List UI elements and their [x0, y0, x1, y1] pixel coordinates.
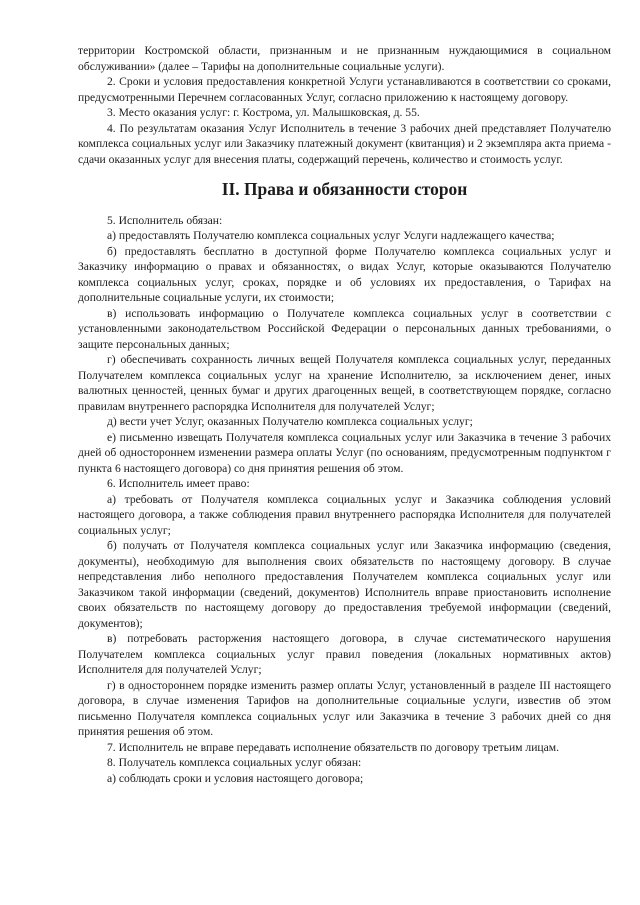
clause-8a: а) соблюдать сроки и условия настоящего договора; — [107, 771, 364, 785]
paragraph-tariffs-continuation: территории Костромской области, признанным и не признанным нуждающимися в социальном обслуживании» (далее – Тарифы на дополнительные социальные услуги). — [78, 44, 611, 73]
clause-5b: б) предоставлять бесплатно в доступной форме Получателю комплекса социальных услуг и Заказчику информацию о правах и обязанностях, о видах Услуг, которые оказываются Получателю комплекса социальных услуг, сроках, порядке и об условиях их предоставления, о Тарифах на дополнительные социальные услуги, их стоимости; — [78, 244, 611, 304]
section-title: II. Права и обязанности сторон — [221, 179, 468, 199]
paragraph-6-executor-rights: 6. Исполнитель имеет право: — [107, 477, 250, 490]
clause-6b: б) получать от Получателя комплекса социальных услуг или Заказчика информацию (сведения, документы), необходимую для выполнения своих обязательств по настоящему договору. В случае непредставления либо неполного предоставления Получателем комплекса социальных услуг или Заказчиком такой информации (сведений, документов) Исполнитель вправе приостановить исполнение своих обязательств по настоящему договору до предоставления требуемой информации (сведений, документов); — [78, 539, 611, 630]
clause-5g: г) обеспечивать сохранность личных вещей Получателя комплекса социальных услуг, переданных Получателем комплекса социальных услуг на хранение Исполнителю, за исключением денег, иных валютных ценностей, ценных бумаг и других драгоценных вещей, в соответствующем порядке, согласно правилам внутреннего распорядка Исполнителя для получателей Услуг; — [78, 353, 611, 413]
clause-6v: в) потребовать расторжения настоящего договора, в случае систематического нарушения Получателем комплекса социальных услуг правил поведения (локальных нормативных актов) Исполнителя для получателей Услуг; — [78, 632, 611, 676]
clause-6a: а) требовать от Получателя комплекса социальных услуг и Заказчика соблюдения условий настоящего договора, а также соблюдения правил внутреннего распорядка Исполнителя для получателей социальных услуг; — [78, 492, 611, 537]
paragraph-3-place: 3. Место оказания услуг: г. Кострома, ул. Малышковская, д. 55. — [107, 106, 420, 119]
paragraph-7-no-transfer: 7. Исполнитель не вправе передавать исполнение обязательств по договору третьим лицам. — [107, 740, 559, 754]
paragraph-5-executor-obliged: 5. Исполнитель обязан: — [107, 213, 223, 227]
clause-5v: в) использовать информацию о Получателе комплекса социальных услуг в соответствии с установленными законодательством Российской Федерации о персональных данных требованиями, о защите персональных данных; — [78, 306, 611, 351]
paragraph-4-payment-document: 4. По результатам оказания Услуг Исполнитель в течение 3 рабочих дней представляет Получателю комплекса социальных услуг или Заказчику платежный документ (квитанция) и 2 экземпляра акта приема - сдачи оказанных услуг для внесения платы, содержащий перечень, количество и стоимость услуг. — [78, 121, 611, 166]
clause-5a: а) предоставлять Получателю комплекса социальных услуг Услуги надлежащего качества; — [107, 229, 555, 242]
paragraph-2-terms: 2. Сроки и условия предоставления конкретной Услуги устанавливаются в соответствии со сроками, предусмотренными Перечнем согласованных Услуг, согласно приложению к настоящему договору. — [78, 75, 611, 104]
clause-6g: г) в одностороннем порядке изменить размер оплаты Услуг, установленный в разделе III настоящего договора, в случае изменения Тарифов на дополнительные социальные услуги, известив об этом письменно Получателя комплекса социальных услуг или Заказчика в течение 3 рабочих дней со дня принятия решения об этом. — [78, 678, 611, 738]
paragraph-8-recipient-obliged: 8. Получатель комплекса социальных услуг обязан: — [107, 756, 362, 769]
clause-5d: д) вести учет Услуг, оказанных Получателю комплекса социальных услуг; — [107, 415, 473, 428]
clause-5e: е) письменно извещать Получателя комплекса социальных услуг или Заказчика в течение 3 рабочих дней об одностороннем изменении размера оплаты Услуг (по основаниям, предусмотренным подпунктом г пункта 6 настоящего договора) со дня принятия решения об этом. — [78, 430, 611, 475]
